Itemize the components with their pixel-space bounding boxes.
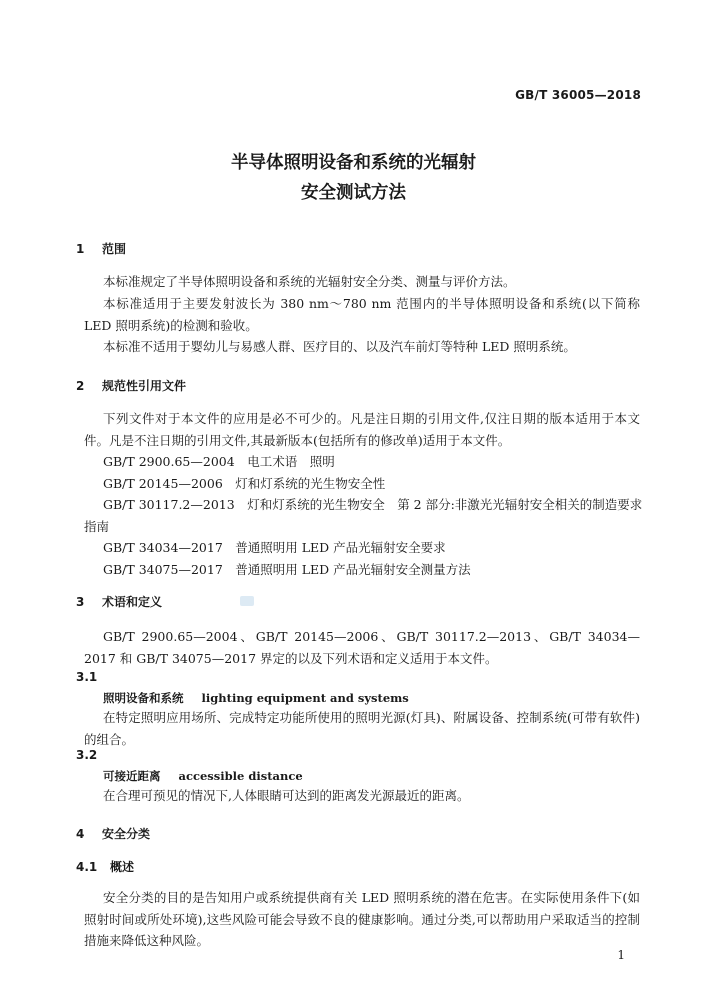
section-number: 2 [76, 379, 85, 393]
section-number: 4 [76, 827, 85, 841]
clause-number: 3.1 [76, 670, 98, 684]
title-line-2: 安全测试方法 [301, 183, 406, 203]
term-definition: 在特定照明应用场所、完成特定功能所使用的照明光源(灯具)、附属设备、控制系统(可带有软件)的组合。 [84, 710, 640, 747]
document-title [0, 148, 707, 208]
reference-item: GB/T 20145—2006 灯和灯系统的光生物安全性 [103, 476, 386, 491]
paragraph: GB/T 2900.65—2004、GB/T 20145—2006、GB/T 30117.2—2013、GB/T 34034—2017 和 GB/T 34075—2017 界定的以及下列术语和定义适用于本文件。 [84, 629, 640, 666]
standard-number: GB/T 36005—2018 [515, 88, 641, 102]
paragraph: 安全分类的目的是告知用户或系统提供商有关 LED 照明系统的潜在危害。在实际使用条件下(如照射时间或所处环境),这些风险可能会导致不良的健康影响。通过分类,可以帮助用户采取适当的控制措施来降低这种风险。 [84, 890, 640, 948]
term-entry [103, 768, 303, 784]
reference-item: GB/T 34034—2017 普通照明用 LED 产品光辐射安全要求 [103, 540, 446, 555]
section-title: 规范性引用文件 [102, 379, 187, 393]
subsection-number: 4.1 [76, 860, 98, 874]
section-title: 范围 [102, 242, 127, 256]
page-number: 1 [617, 948, 625, 962]
subsection-4-1-heading [76, 858, 134, 875]
section-3-heading [76, 593, 162, 610]
subsection-title: 概述 [110, 860, 135, 874]
watermark-logo [240, 596, 254, 606]
term-chinese: 可接近距离 [103, 769, 161, 783]
section-number: 1 [76, 242, 85, 256]
paragraph: 本标准规定了半导体照明设备和系统的光辐射安全分类、测量与评价方法。 [103, 274, 516, 289]
section-title: 安全分类 [102, 827, 151, 841]
paragraph: 本标准适用于主要发射波长为 380 nm～780 nm 范围内的半导体照明设备和系统(以下简称 LED 照明系统)的检测和验收。 [84, 296, 640, 333]
paragraph: 下列文件对于本文件的应用是必不可少的。凡是注日期的引用文件,仅注日期的版本适用于本文件。凡是不注日期的引用文件,其最新版本(包括所有的修改单)适用于本文件。 [84, 411, 640, 448]
term-entry [103, 690, 409, 706]
term-english: lighting equipment and systems [201, 691, 409, 705]
term-definition: 在合理可预见的情况下,人体眼睛可达到的距离发光源最近的距离。 [103, 788, 470, 803]
reference-item: GB/T 34075—2017 普通照明用 LED 产品光辐射安全测量方法 [103, 562, 471, 577]
title-line-1: 半导体照明设备和系统的光辐射 [231, 153, 476, 173]
section-1-heading [76, 240, 126, 257]
reference-item: GB/T 2900.65—2004 电工术语 照明 [103, 454, 335, 469]
term-english: accessible distance [178, 769, 303, 783]
term-chinese: 照明设备和系统 [103, 691, 184, 705]
section-2-heading [76, 377, 186, 394]
paragraph: 本标准不适用于婴幼儿与易感人群、医疗目的、以及汽车前灯等特种 LED 照明系统。 [103, 339, 576, 354]
reference-item: GB/T 30117.2—2013 灯和灯系统的光生物安全 第 2 部分:非激光光辐射安全相关的制造要求 [103, 497, 643, 512]
clause-number: 3.2 [76, 748, 98, 762]
section-number: 3 [76, 595, 85, 609]
section-4-heading [76, 825, 150, 842]
reference-item-continuation: 指南 [84, 519, 110, 534]
section-title: 术语和定义 [102, 595, 163, 609]
